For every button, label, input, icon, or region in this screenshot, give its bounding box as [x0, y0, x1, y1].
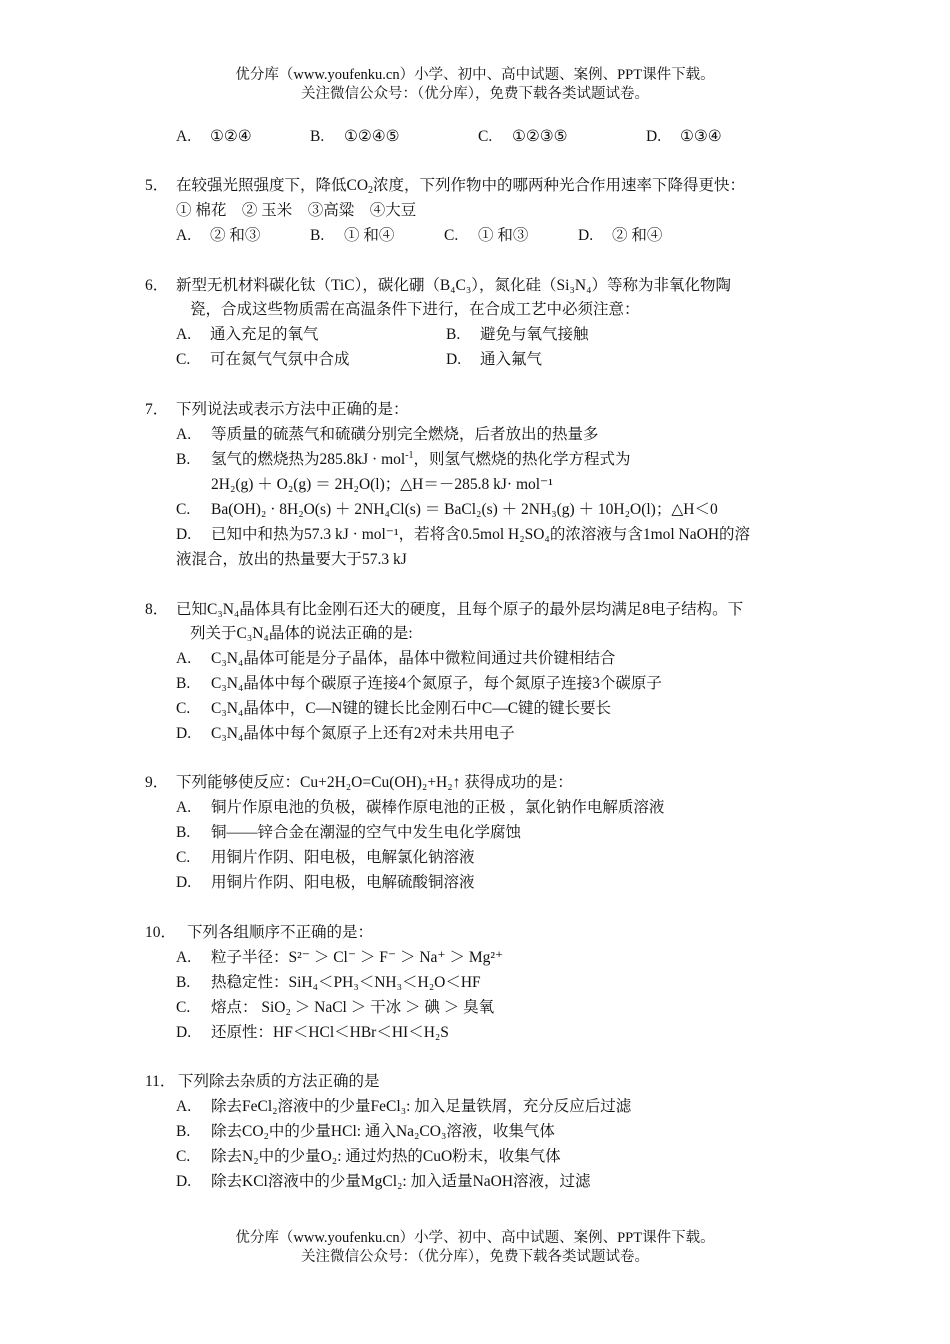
q10-option-d: 还原性：HF＜HCl＜HBr＜HI＜H₂S — [211, 1024, 449, 1041]
header-line-1: 优分库（www.youfenku.cn）小学、初中、高中试题、案例、PPT课件下载。 — [235, 67, 715, 83]
q9-option-d-label: D. — [176, 874, 192, 891]
q8-option-b: C₃N₄晶体中每个碳原子连接4个氮原子，每个氮原子连接3个碳原子 — [211, 675, 662, 692]
q5-option-a: ② 和③ — [210, 227, 261, 244]
q10-option-c: 熔点： SiO₂ ＞ NaCl ＞ 干冰 ＞ 碘 ＞ 臭氧 — [211, 999, 495, 1016]
q7-option-b-equation: 2H₂(g) ＋ O₂(g) ＝ 2H₂O(l)；△H＝－285.8 kJ· mol⁻¹ — [211, 476, 553, 493]
q10-option-c-label: C. — [176, 999, 191, 1016]
q9-option-b-label: B. — [176, 824, 191, 841]
q4-option-d-label: D. — [646, 128, 662, 145]
q11-option-c: 除去N₂中的少量O₂: 通过灼热的CuO粉末，收集气体 — [211, 1148, 561, 1165]
footer-line-2: 关注微信公众号：（优分库），免费下载各类试题试卷。 — [301, 1249, 649, 1265]
q8-stem-text-1: 已知C₃N₄晶体具有比金刚石还大的硬度，且每个原子的最外层均满足8电子结构。下 — [176, 601, 744, 618]
q6-option-c-label: C. — [176, 351, 191, 368]
q5-items: ① 棉花 ② 玉米 ③高粱 ④大豆 — [176, 202, 417, 219]
q11-number: 11． — [145, 1073, 176, 1090]
q7-option-b-text-1: 氢气的燃烧热为285.8kJ · mol — [211, 451, 406, 468]
q9-stem — [145, 772, 573, 794]
q5-stem-text-2: 浓度，下列作物中的哪两种光合作用速率下降得更快： — [373, 177, 746, 194]
q7-option-b-text-2: ，则氢气燃烧的热化学方程式为 — [413, 451, 631, 468]
q4-option-d: ①③④ — [680, 128, 722, 145]
q7-option-a: 等质量的硫蒸气和硫磺分别完全燃烧，后者放出的热量多 — [211, 426, 599, 443]
q6-option-c: 可在氮气气氛中合成 — [210, 351, 350, 368]
q6-option-d: 通入氟气 — [480, 351, 543, 368]
q5-stem-text-1: 在较强光照强度下，降低CO — [176, 177, 369, 194]
page-footer — [0, 1229, 950, 1267]
q5-option-b-label: B. — [310, 227, 325, 244]
q4-option-c-label: C. — [478, 128, 493, 145]
q5-option-b: ① 和④ — [344, 227, 395, 244]
q6-option-b-label: B. — [446, 326, 461, 343]
q11-option-b: 除去CO₂中的少量HCl: 通入Na₂CO₃溶液，收集气体 — [211, 1123, 555, 1140]
q7-option-b-label: B. — [176, 451, 191, 468]
q5-stem-sub: 2 — [368, 185, 374, 196]
q9-option-a-label: A. — [176, 799, 192, 816]
q5-option-d: ② 和④ — [612, 227, 663, 244]
q11-option-a-label: A. — [176, 1098, 192, 1115]
q7-option-b — [211, 449, 631, 471]
q10-stem — [145, 922, 374, 944]
q5-option-a-label: A. — [176, 227, 192, 244]
q8-number: 8． — [145, 601, 169, 618]
q11-option-b-label: B. — [176, 1123, 191, 1140]
q6-stem-line-2: 瓷，合成这些物质需在高温条件下进行，在合成工艺中必须注意： — [190, 301, 640, 318]
q10-option-d-label: D. — [176, 1024, 192, 1041]
q7-option-a-label: A. — [176, 426, 192, 443]
q6-option-d-label: D. — [446, 351, 462, 368]
q4-option-b-label: B. — [310, 128, 325, 145]
q5-number: 5． — [145, 177, 169, 194]
q8-option-c: C₃N₄晶体中，C—N键的键长比金刚石中C—C键的键长要长 — [211, 700, 612, 717]
q4-option-a: ①②④ — [210, 128, 252, 145]
q9-option-a: 铜片作原电池的负极，碳棒作原电池的正极 ，氯化钠作电解质溶液 — [211, 799, 665, 816]
q8-option-a: C₃N₄晶体可能是分子晶体，晶体中微粒间通过共价键相结合 — [211, 650, 616, 667]
q11-option-c-label: C. — [176, 1148, 191, 1165]
q4-option-c: ①②③⑤ — [512, 128, 568, 145]
q8-option-c-label: C. — [176, 700, 191, 717]
q9-stem-text: 下列能够使反应：Cu+2H₂O=Cu(OH)₂+H₂↑ 获得成功的是： — [176, 774, 573, 791]
q5-option-c-label: C. — [444, 227, 459, 244]
q9-option-b: 铜——锌合金在潮湿的空气中发生电化学腐蚀 — [211, 824, 522, 841]
q4-option-b: ①②④⑤ — [344, 128, 400, 145]
q9-option-c: 用铜片作阴、阳电极，电解氯化钠溶液 — [211, 849, 475, 866]
q9-option-c-label: C. — [176, 849, 191, 866]
q6-option-a-label: A. — [176, 326, 192, 343]
q10-number: 10． — [145, 924, 177, 941]
q6-option-a: 通入充足的氧气 — [210, 326, 319, 343]
q7-option-c-label: C. — [176, 501, 191, 518]
q6-number: 6． — [145, 277, 169, 294]
q8-option-d-label: D. — [176, 725, 192, 742]
page-header — [0, 66, 950, 104]
q11-option-a: 除去FeCl₂溶液中的少量FeCl₃: 加入足量铁屑，充分反应后过滤 — [211, 1098, 632, 1115]
q6-stem-line-1 — [145, 275, 731, 297]
q7-stem-text: 下列说法或表示方法中正确的是： — [176, 401, 409, 418]
q7-number: 7． — [145, 401, 169, 418]
q8-option-d: C₃N₄晶体中每个氮原子上还有2对未共用电子 — [211, 725, 515, 742]
q8-stem-line-1 — [145, 599, 744, 621]
q10-option-a-label: A. — [176, 949, 192, 966]
q6-stem-text-1: 新型无机材料碳化钛（TiC），碳化硼（B₄C₃），氮化硅（Si₃N₄）等称为非氧化物陶 — [176, 277, 731, 294]
q11-option-d-label: D. — [176, 1173, 192, 1190]
q8-stem-line-2: 列关于C₃N₄晶体的说法正确的是: — [190, 625, 413, 642]
q5-option-c: ① 和③ — [478, 227, 529, 244]
q10-option-a: 粒子半径：S²⁻ ＞ Cl⁻ ＞ F⁻ ＞ Na⁺ ＞ Mg²⁺ — [211, 949, 504, 966]
q7-option-d-label: D. — [176, 526, 192, 543]
q5-stem — [145, 175, 746, 197]
q9-option-d: 用铜片作阴、阳电极，电解硫酸铜溶液 — [211, 874, 475, 891]
q7-option-d-line-2: 液混合，放出的热量要大于57.3 kJ — [176, 551, 407, 568]
header-line-2: 关注微信公众号：（优分库），免费下载各类试题试卷。 — [301, 86, 649, 102]
q11-stem — [145, 1071, 380, 1093]
q5-option-d-label: D. — [578, 227, 594, 244]
q9-number: 9． — [145, 774, 169, 791]
q4-option-a-label: A. — [176, 128, 192, 145]
footer-line-1: 优分库（www.youfenku.cn）小学、初中、高中试题、案例、PPT课件下载。 — [235, 1230, 715, 1246]
q7-stem — [145, 399, 409, 421]
q7-option-d: 已知中和热为57.3 kJ · mol⁻¹，若将含0.5mol H₂SO₄的浓溶液与含1mol NaOH的溶 — [211, 526, 751, 543]
q7-option-b-sup: -1 — [405, 450, 414, 461]
q10-option-b: 热稳定性：SiH₄＜PH₃＜NH₃＜H₂O＜HF — [211, 974, 481, 991]
q11-stem-text: 下列除去杂质的方法正确的是 — [178, 1073, 380, 1090]
q8-option-b-label: B. — [176, 675, 191, 692]
q6-option-b: 避免与氧气接触 — [480, 326, 589, 343]
q10-stem-text: 下列各组顺序不正确的是： — [187, 924, 374, 941]
q11-option-d: 除去KCl溶液中的少量MgCl₂: 加入适量NaOH溶液，过滤 — [211, 1173, 591, 1190]
q7-option-c: Ba(OH)₂ · 8H₂O(s) ＋ 2NH₄Cl(s) ＝ BaCl₂(s) ＋ 2NH₃(g) ＋ 10H₂O(l)；△H＜0 — [211, 501, 718, 518]
q10-option-b-label: B. — [176, 974, 191, 991]
q8-option-a-label: A. — [176, 650, 192, 667]
